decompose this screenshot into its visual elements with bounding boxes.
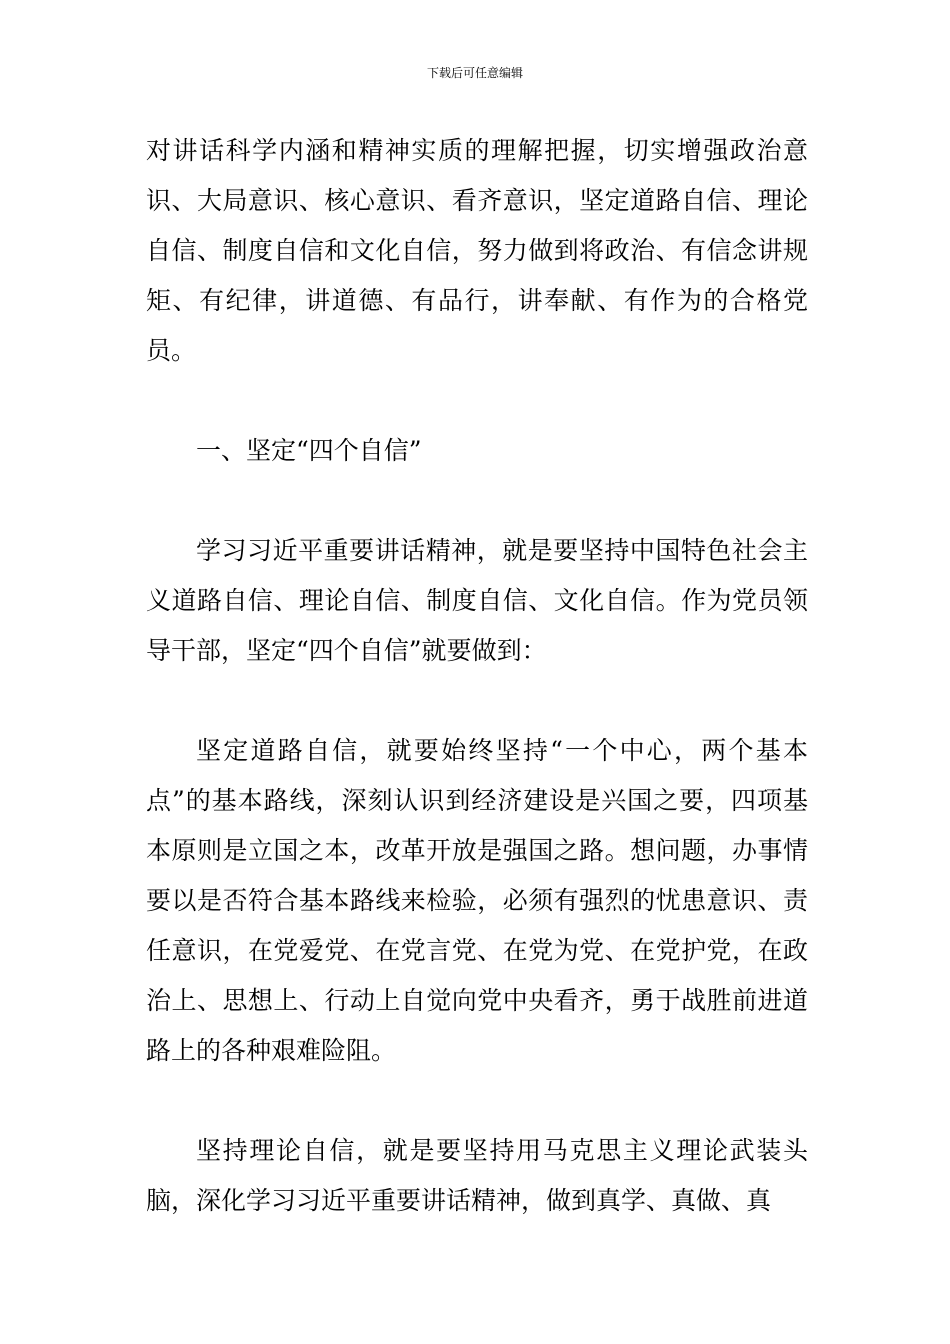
paragraph-path-confidence: 坚定道路自信，就要始终坚持“一个中心，两个基本点”的基本路线，深刻认识到经济建设是兴国之要，四项基本原则是立国之本，改革开放是强国之路。想问题，办事情要以是否符合基本路线来检验，必须有强烈的忧患意识、责任意识，在党爱党、在党言党、在党为党、在党护党，在政治上、思想上、行动上自觉向党中央看齐，勇于战胜前进道路上的各种艰难险阻。 — [146, 736, 808, 1065]
paragraph-four-confidences: 学习习近平重要讲话精神，就是要坚持中国特色社会主义道路自信、理论自信、制度自信、文化自信。作为党员领导干部，坚定“四个自信”就要做到： — [146, 536, 808, 665]
page-header-note: 下载后可任意编辑 — [426, 66, 523, 80]
paragraph-theory-confidence: 坚持理论自信，就是要坚持用马克思主义理论武装头脑，深化学习习近平重要讲话精神，做到真学、真做、真 — [146, 1136, 808, 1215]
section-heading: 一、坚定“四个自信” — [196, 436, 422, 465]
paragraph-intro-continuation: 对讲话科学内涵和精神实质的理解把握，切实增强政治意识、大局意识、核心意识、看齐意识，坚定道路自信、理论自信、制度自信和文化自信，努力做到将政治、有信念讲规矩、有纪律，讲道德、有品行，讲奉献、有作为的合格党员。 — [146, 136, 808, 365]
document-body — [146, 126, 808, 1226]
